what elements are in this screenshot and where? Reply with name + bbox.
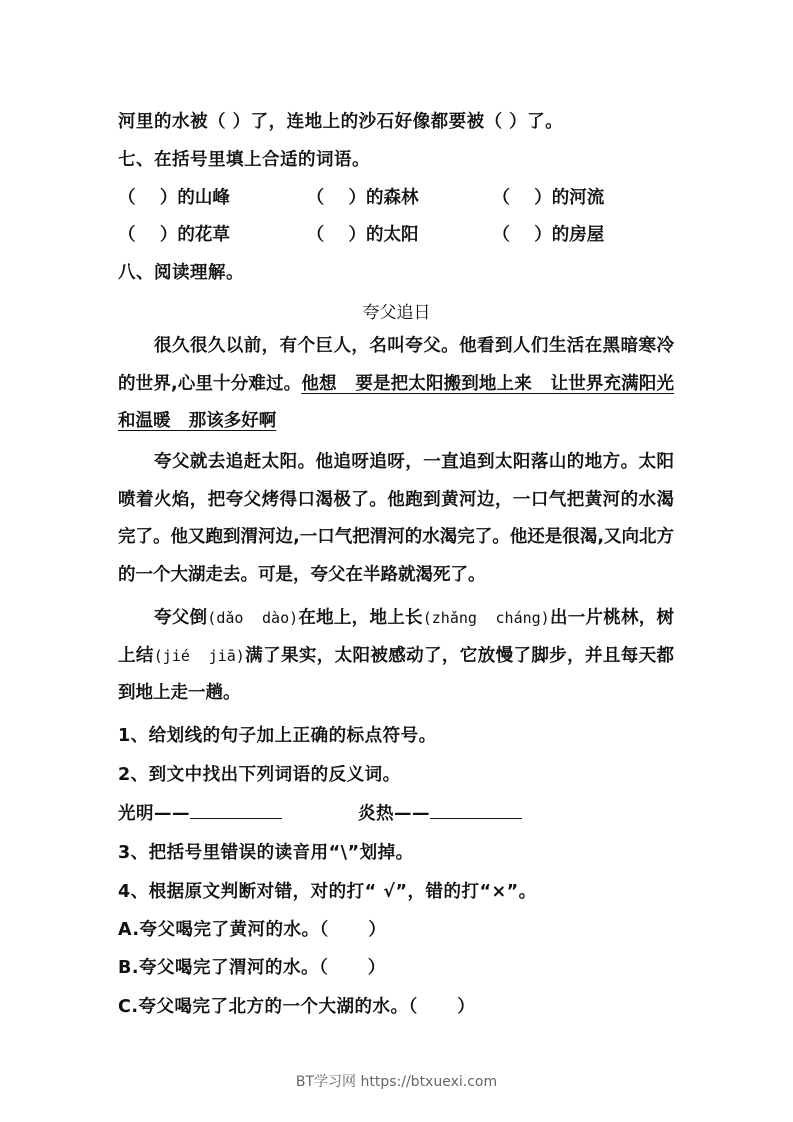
fill-words-row-2: [118, 221, 678, 246]
paragraph-3-text: 满了果实，太阳被感动了，它放慢了脚步，并且每天都到地上走一趟。: [118, 645, 675, 703]
question-2: 2、到文中找出下列词语的反义词。: [118, 765, 401, 785]
paragraph-1-text: 很久很久以前，有个巨人，名叫夸父。他看到人们生活在黑暗寒冷的世界,心里十分难过。: [118, 336, 674, 394]
question-1: 1、给划线的句子加上正确的标点符号。: [118, 726, 437, 746]
pinyin-option: (zhǎng cháng): [422, 609, 550, 627]
fill-word-item: （ ）的山峰: [118, 188, 230, 208]
fill-word-item: （ ）的花草: [118, 225, 230, 245]
passage-title: 夸父追日: [362, 303, 431, 323]
section-7-heading: 七、在括号里填上合适的词语。: [118, 150, 370, 170]
question-4: 4、根据原文判断对错，对的打“ √”，错的打“×”。: [118, 882, 537, 902]
antonym-word-2: 炎热——: [358, 804, 430, 824]
paragraph-3-text: 夸父倒: [154, 608, 208, 628]
antonym-word-1: 光明——: [118, 804, 190, 824]
paragraph-3-text: 在地上，地上长: [298, 608, 423, 628]
pinyin-option: (dǎo dào): [207, 609, 299, 627]
question-3: 3、把括号里错误的读音用“\”划掉。: [118, 843, 414, 863]
fill-word-item: （ ）的河流: [492, 188, 605, 208]
pinyin-option: (jié jiā): [153, 646, 245, 665]
underlined-sentence: 他想 要是把太阳搬到地上来 让世界充满阳光和温暖 那该多好啊: [118, 373, 674, 431]
paragraph-3-text: 出一片桃林，树上结: [118, 608, 675, 666]
fill-word-item: （ ）的森林: [306, 188, 419, 208]
judge-item-c: C.夸父喝完了北方的一个大湖的水。（ ）: [118, 997, 476, 1017]
answer-blank-1[interactable]: [190, 802, 282, 819]
paragraph-3: [118, 600, 674, 713]
footer-watermark: BT学习网 https://btxuexi.com: [295, 1074, 498, 1090]
section-8-heading: 八、阅读理解。: [118, 263, 244, 283]
answer-blank-2[interactable]: [430, 802, 522, 819]
judge-item-a: A.夸父喝完了黄河的水。（ ）: [118, 920, 387, 940]
judge-item-b: B.夸父喝完了渭河的水。（ ）: [118, 958, 386, 978]
fill-word-item: （ ）的太阳: [306, 225, 419, 245]
paragraph-2: 夸父就去追赶太阳。他追呀追呀，一直追到太阳落山的地方。太阳喷着火焰，把夸父烤得口渴极了。他跑到黄河边，一口气把黄河的水渴完了。他又跑到渭河边,一口气把渭河的水渴完了。他还是很渴,又向北方的一个大湖走去。可是，夸父在半路就渴死了。: [118, 452, 674, 585]
fill-sentence: 河里的水被（ ）了，连地上的沙石好像都要被（ ）了。: [118, 112, 564, 132]
fill-words-row-1: [118, 184, 678, 209]
antonym-row: [118, 800, 522, 825]
paragraph-1: [118, 328, 674, 441]
fill-word-item: （ ）的房屋: [492, 225, 605, 245]
